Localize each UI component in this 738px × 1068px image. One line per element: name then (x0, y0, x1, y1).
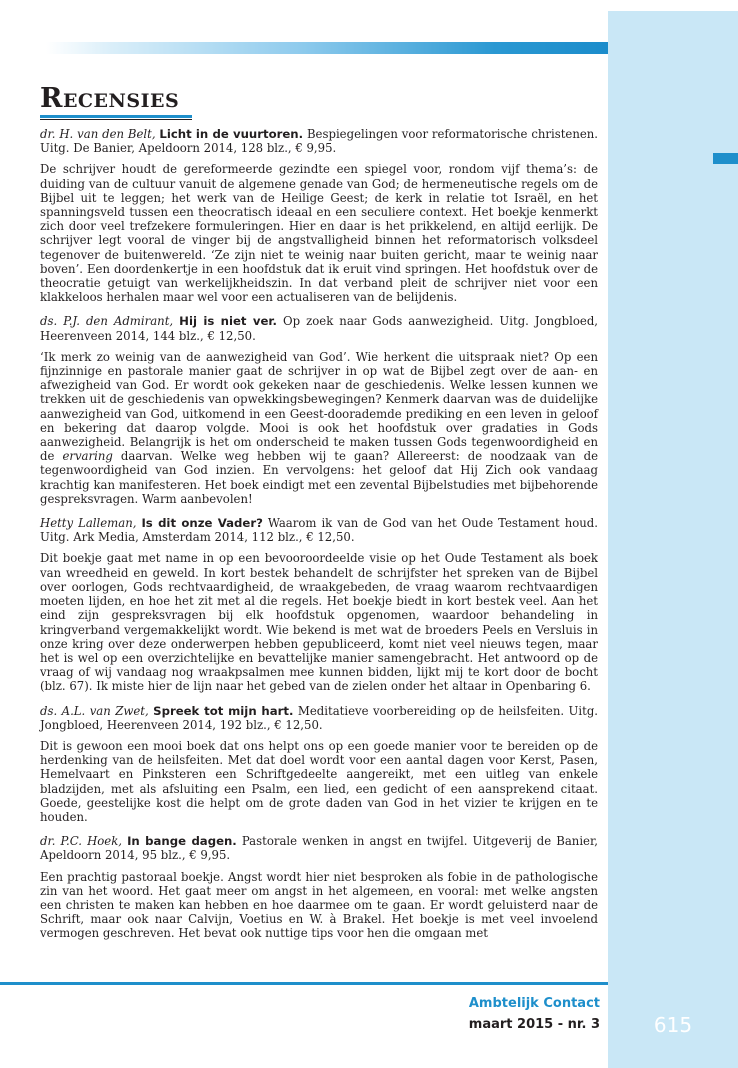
review-body-emphasis: ervaring (62, 449, 113, 464)
review-body (40, 350, 598, 506)
review-reference (40, 834, 598, 862)
header-gradient-bar (46, 42, 608, 54)
review-details: Op zoek naar Gods aanwezigheid. Uitg. Jongbloed, Heerenveen 2014, 144 blz., € 12,50. (40, 314, 599, 343)
review-details: Pastorale wenken in angst en twijfel. Uitgeverij de Banier, Apeldoorn 2014, 95 blz., € 9,95. (40, 834, 598, 863)
review-book-title: Is dit onze Vader? (141, 516, 263, 531)
review-item (40, 834, 598, 940)
reviews-column (40, 127, 598, 951)
review-author: ds. A.L. van Zwet, (40, 703, 149, 718)
title-underline-thin (40, 119, 192, 120)
title-underline (40, 115, 192, 118)
side-panel (608, 11, 738, 1068)
review-reference (40, 314, 598, 342)
review-body-text: daarvan. Welke weg hebben wij te gaan? Allereerst: de noodzaak van de tegenwoordigheid van God inzien. En vervolgens: het geloof dat Hij Zich ook vandaag krachtig kan manifesteren. Het boek eindigt met een zevental Bijbelstudies met bijbehorende gespreksvragen. Warm aanbevolen! (40, 449, 598, 506)
review-item (40, 314, 598, 506)
review-details: Waarom ik van de God van het Oude Testament houd. Uitg. Ark Media, Amsterdam 2014, 112 blz., € 12,50. (40, 516, 599, 545)
review-author: Hetty Lalleman, (40, 516, 137, 531)
review-body: De schrijver houdt de gereformeerde gezindte een spiegel voor, rondom vijf thema’s: de duiding van de cultuur vanuit de algemene genade van God; de hermeneutische regels om de Bijbel uit te leggen; het werk van de Heilige Geest; de kerk in relatie tot Israël, en het spanningsveld tussen een theocratisch ideaal en een seculiere context. Het boekje kenmerkt zich door veel trefzekere formuleringen. Hier en daar is het prikkelend, en altijd eerlijk. De schrijver legt vooral de vinger bij de angstvalligheid binnen het reformatorisch volksdeel tegenover de buitenwereld. ‘Ze zijn niet te weinig naar buiten gericht, maar te weinig naar boven’. Een doordenkertje in een hoofdstuk dat ik eruit vind springen. Het hoofdstuk over de theocratie getuigt van werkelijkheidszin. In dat verband pleit de schrijver niet voor een klakkeloos herhalen maar wel voor een actualiseren van de belijdenis. (40, 162, 598, 305)
review-item (40, 704, 598, 825)
review-details: Bespiegelingen voor reformatorische christenen. Uitg. De Banier, Apeldoorn 2014, 128 blz., € 9,95. (40, 127, 599, 156)
page-title: Recensies (40, 83, 180, 114)
review-body: Dit is gewoon een mooi boek dat ons helpt ons op een goede manier voor te bereiden op de herdenking van de heilsfeiten. Met dat doel wordt voor een aantal dagen voor Kerst, Pasen, Hemelvaart en Pinksteren een Schriftgedeelte aangereikt, met een uitleg van enkele bladzijden, met als afsluiting een Psalm, een lied, een gedicht of een aansprekend citaat. Goede, geestelijke kost die helpt om de grote daden van God in het vizier te krijgen en te houden. (40, 738, 598, 824)
magazine-name: Ambtelijk Contact (468, 996, 600, 1011)
side-tab-marker (713, 153, 738, 164)
review-author: dr. P.C. Hoek, (40, 834, 123, 849)
review-book-title: In bange dagen. (127, 834, 237, 849)
review-reference (40, 516, 598, 544)
review-item (40, 127, 598, 304)
review-reference (40, 704, 598, 732)
page-number: 615 (653, 1013, 693, 1037)
review-details: Meditatieve voorbereiding op de heilsfeiten. Uitg. Jongbloed, Heerenveen 2014, 192 blz., € 12,50. (40, 703, 599, 732)
review-author: dr. H. van den Belt, (40, 127, 156, 141)
review-body: Een prachtig pastoraal boekje. Angst wordt hier niet besproken als fobie in de pathologische zin van het woord. Het gaat meer om angst in het algemeen, en vooral: met welke angsten een christen te maken kan hebben en hoe daarmee om te gaan. Er wordt geluisterd naar de Schrift, maar ook naar Calvijn, Voetius en W. à Brakel. Het boekje is met veel invoelend vermogen geschreven. Het bevat ook nuttige tips voor hen die omgaan met (40, 869, 598, 941)
review-book-title: Hij is niet ver. (179, 314, 277, 329)
issue-label: maart 2015 - nr. 3 (468, 1017, 600, 1032)
footer-rule (0, 982, 608, 985)
review-item (40, 516, 598, 693)
review-body: Dit boekje gaat met name in op een bevooroordeelde visie op het Oude Testament als boek van wreedheid en geweld. In kort bestek behandelt de schrijfster het spreken van de Bijbel over oorlogen, Gods rechtvaardigheid, de wraakgebeden, de vraag waarom rechtvaardigen moeten lijden, en hoe het zit met al die regels. Het boekje biedt in kort bestek veel. Aan het eind zijn gespreksvragen bij elk hoofdstuk opgenomen, waardoor behandeling in kringverband vergemakkelijkt wordt. Wie bekend is met wat de broeders Peels en Versluis in onze kring over deze onderwerpen hebben gepubliceerd, komt niet veel nieuws tegen, maar het is wel op een overzichtelijke en bevattelijke manier samengebracht. Het antwoord op de vraag of wij vandaag nog wraakpsalmen mee kunnen bidden, lijkt mij te kort door de bocht (blz. 67). Ik miste hier de lijn naar het gebed van de zielen onder het altaar in Openbaring 6. (40, 551, 598, 694)
review-body-text: ‘Ik merk zo weinig van de aanwezigheid van God’. Wie herkent die uitspraak niet? Op een fijnzinnige en pastorale manier gaat de schrijver in op wat de Bijbel zegt over de aan- en afwezigheid van God. Er wordt ook gekeken naar de geschiedenis. Welke lessen kunnen we trekken uit de geschiedenis van opwekkingsbewegingen? Kenmerk daarvan was de duidelijke aanwezigheid van God, uitkomend in een Geest-doorademde prediking en een leven in geloof en bekering dat daarop volgde. Mooi is ook het hoofdstuk over gradaties in Gods aanwezigheid. Belangrijk is het om onderscheid te maken tussen Gods tegenwoordigheid en de (40, 349, 598, 464)
review-book-title: Licht in de vuurtoren. (159, 127, 304, 141)
review-book-title: Spreek tot mijn hart. (153, 703, 294, 718)
review-author: ds. P.J. den Admirant, (40, 314, 174, 329)
review-reference (40, 127, 598, 155)
